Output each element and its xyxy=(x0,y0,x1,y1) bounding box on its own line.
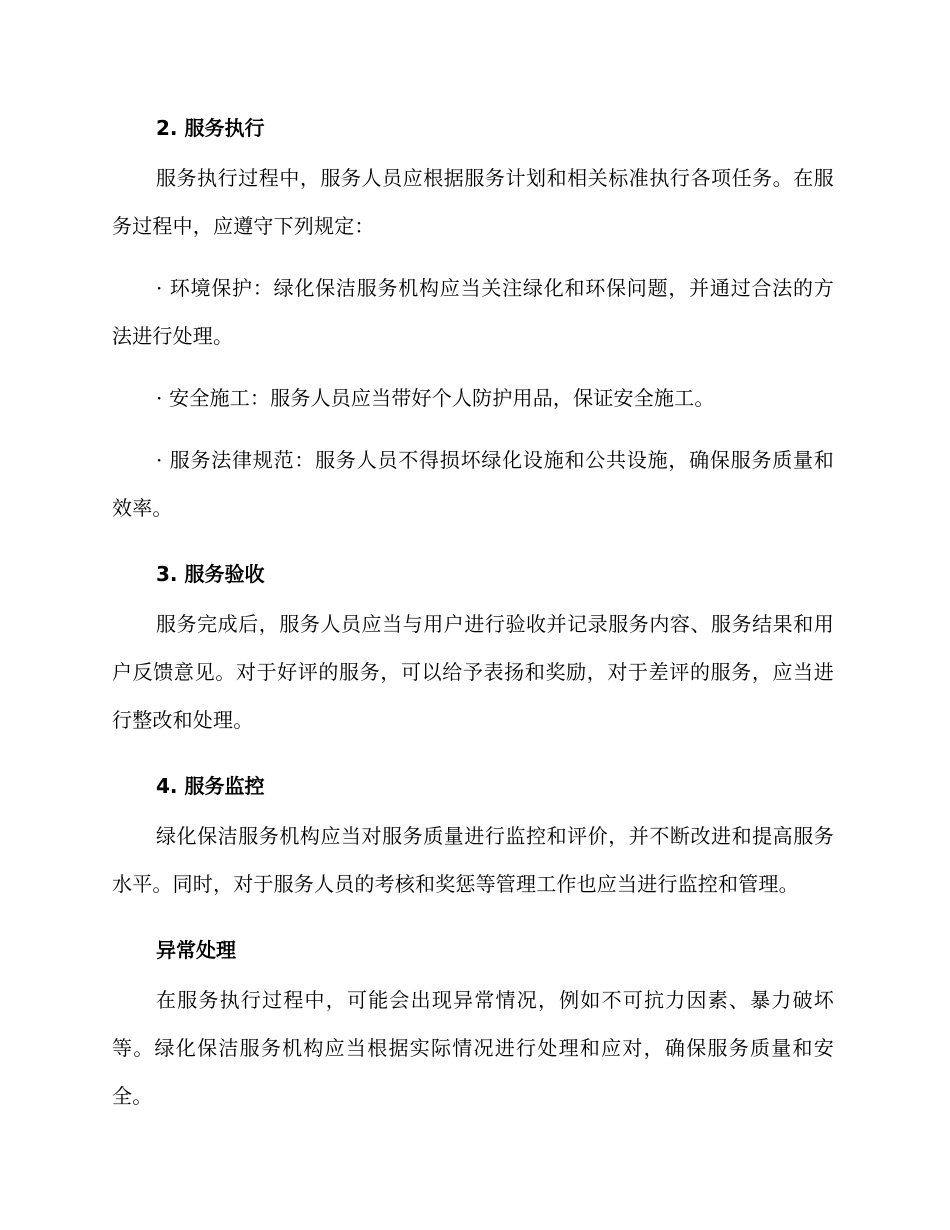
paragraph-execution-intro: 服务执行过程中，服务人员应根据服务计划和相关标准执行各项任务。在服务过程中，应遵守下列规定： xyxy=(112,166,834,238)
section-heading-monitoring: 4. 服务监控 xyxy=(156,774,265,798)
section-heading-acceptance: 3. 服务验收 xyxy=(156,562,265,586)
section-heading-execution: 2. 服务执行 xyxy=(156,116,265,140)
bullet-safety: · 安全施工：服务人员应当带好个人防护用品，保证安全施工。 xyxy=(156,386,715,410)
paragraph-exception: 在服务执行过程中，可能会出现异常情况，例如不可抗力因素、暴力破坏等。绿化保洁服务机构应当根据实际情况进行处理和应对，确保服务质量和安全。 xyxy=(112,988,834,1108)
section-heading-exception: 异常处理 xyxy=(156,938,236,962)
document-body xyxy=(112,106,834,1120)
bullet-legal: · 服务法律规范：服务人员不得损坏绿化设施和公共设施，确保服务质量和效率。 xyxy=(112,448,834,520)
bullet-environment: · 环境保护：绿化保洁服务机构应当关注绿化和环保问题，并通过合法的方法进行处理。 xyxy=(112,276,834,348)
paragraph-monitoring: 绿化保洁服务机构应当对服务质量进行监控和评价，并不断改进和提高服务水平。同时，对于服务人员的考核和奖惩等管理工作也应当进行监控和管理。 xyxy=(112,824,834,896)
paragraph-acceptance: 服务完成后，服务人员应当与用户进行验收并记录服务内容、服务结果和用户反馈意见。对于好评的服务，可以给予表扬和奖励，对于差评的服务，应当进行整改和处理。 xyxy=(112,612,834,732)
